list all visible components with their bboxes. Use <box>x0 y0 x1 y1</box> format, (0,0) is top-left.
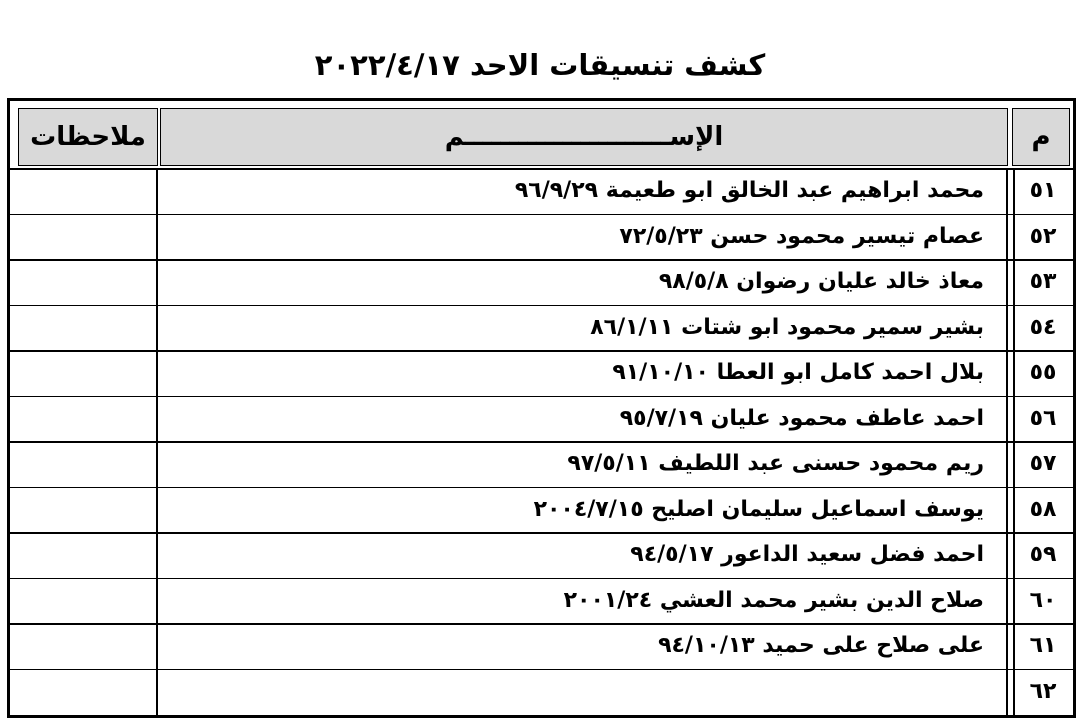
row-name <box>160 671 990 712</box>
row-notes <box>18 534 154 575</box>
row-notes <box>18 216 154 257</box>
divider-notes <box>156 168 158 715</box>
table-row <box>10 669 1073 714</box>
table-row <box>10 623 1073 668</box>
row-number: ٥١ <box>1029 178 1057 203</box>
table-row <box>10 396 1073 441</box>
row-name: احمد عاطف محمود عليان ٩٥/٧/١٩ <box>619 405 984 431</box>
row-number: ٥٧ <box>1029 451 1057 476</box>
row-notes <box>18 580 154 621</box>
row-name: عصام تيسير محمود حسن ٧٢/٥/٢٣ <box>619 223 984 249</box>
row-name: ريم محمود حسنى عبد اللطيف ٩٧/٥/١١ <box>567 451 984 476</box>
table-row <box>10 487 1073 532</box>
row-name: يوسف اسماعيل سليمان اصليح ٢٠٠٤/٧/١٥ <box>533 496 984 522</box>
header-num: م <box>1012 108 1070 166</box>
row-name: على صلاح على حميد ٩٤/١٠/١٣ <box>658 633 984 658</box>
header-name: الإســـــــــــــــــــــــم <box>160 108 1008 166</box>
table-row <box>10 305 1073 350</box>
row-number: ٦٢ <box>1029 678 1057 704</box>
row-number: ٥٨ <box>1029 496 1057 522</box>
table-row <box>10 532 1073 577</box>
row-notes <box>18 443 154 484</box>
row-notes <box>18 170 154 211</box>
schedule-table <box>7 98 1076 718</box>
table-row <box>10 441 1073 486</box>
row-number: ٥٣ <box>1029 269 1057 294</box>
row-name: صلاح الدين بشير محمد العشي ٢٠٠١/٢٤ <box>563 587 984 613</box>
row-notes <box>18 261 154 302</box>
table-row <box>10 578 1073 623</box>
row-number: ٦٠ <box>1029 587 1057 613</box>
divider-name <box>1006 168 1008 715</box>
row-notes <box>18 398 154 439</box>
table-row <box>10 259 1073 304</box>
divider-name-double <box>1013 168 1015 715</box>
row-name: محمد ابراهيم عبد الخالق ابو طعيمة ٩٦/٩/٢٩ <box>514 178 984 203</box>
table-row <box>10 168 1073 213</box>
table-row <box>10 350 1073 395</box>
row-number: ٥٤ <box>1029 314 1057 340</box>
row-notes <box>18 352 154 393</box>
row-name: احمد فضل سعيد الداعور ٩٤/٥/١٧ <box>630 542 984 567</box>
row-notes <box>18 671 154 712</box>
row-name: بلال احمد كامل ابو العطا ٩١/١٠/١٠ <box>612 360 984 385</box>
table-row <box>10 214 1073 259</box>
row-number: ٥٢ <box>1029 223 1057 249</box>
row-name: معاذ خالد عليان رضوان ٩٨/٥/٨ <box>658 269 984 294</box>
row-notes <box>18 625 154 666</box>
row-name: بشير سمير محمود ابو شتات ٨٦/١/١١ <box>590 314 984 340</box>
page-title: كشف تنسيقات الاحد ٢٠٢٢/٤/١٧ <box>314 48 766 82</box>
row-number: ٥٩ <box>1029 542 1057 567</box>
row-number: ٥٥ <box>1029 360 1057 385</box>
row-number: ٥٦ <box>1029 405 1057 431</box>
header-notes: ملاحظات <box>18 108 158 166</box>
row-notes <box>18 307 154 348</box>
row-number: ٦١ <box>1029 633 1057 658</box>
row-notes <box>18 489 154 530</box>
